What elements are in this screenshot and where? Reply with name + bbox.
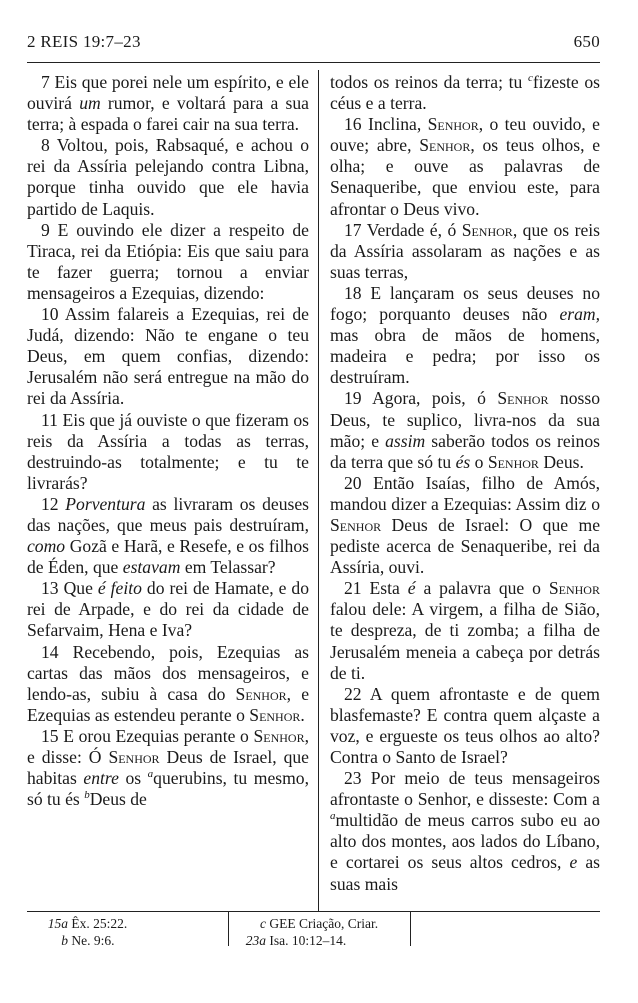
footnote-divider [228,912,229,946]
verse-text: Inclina, Senhor, o teu ouvido, e ouve; abre, Senhor, os teus olhos, e olha; e ouve as palavras de Senaqueribe, que enviou este, para afrontar o Deus vivo. [330,114,601,219]
verse [330,578,600,683]
footnote-text: Ne. 9:6. [68,933,115,948]
verse [27,410,309,494]
verse-number: 18 [344,282,362,303]
footnote-ref: 23a [245,933,266,948]
verse-number: 11 [41,409,58,430]
verse [27,726,309,810]
verse-text: E ouvindo ele dizer a respeito de Tiraca, rei da Etiópia: Eis que saiu para te fazer guerra; tornou a enviar mensageiros a Ezequias, dizendo: [27,219,309,303]
verse-number: 14 [41,641,59,662]
verse [330,473,600,578]
verse-text: Por meio de teus mensageiros afrontaste o Senhor, e disseste: Com a $^a$multidão de meus carros subo eu ao alto dos montes, aos lados do Líbano, e cortarei os seus altos cedros, e as suas mais [330,768,600,894]
verse-number: 21 [344,578,362,599]
footnote-rule [27,911,600,912]
verse-text: todos os reinos da terra; tu $^c$fizeste os céus e a terra. [330,72,601,114]
verse-text: Assim falareis a Ezequias, rei de Judá, dizendo: Não te engane o teu Deus, em quem confias, dizendo: Jerusalém não será entregue na mão do rei da Assíria. [27,304,309,409]
verse-text: Verdade é, ó Senhor, que os reis da Assíria assolaram as nações e as suas terras, [330,219,600,282]
footnote-text: Isa. 10:12–14. [266,933,347,948]
footnote-ref: b [61,933,68,948]
verse [330,283,600,388]
verse [330,220,600,283]
column-divider [318,70,319,911]
left-text-column [27,72,309,810]
verse-number: 16 [344,114,362,135]
footnote [240,915,378,932]
verse [330,684,600,768]
right-text-column [330,72,600,895]
footnote-ref: 15a [47,916,68,931]
header-rule [27,62,600,63]
footnote [240,932,378,949]
verse [27,135,309,219]
verse-number: 7 [41,72,50,92]
verse [27,304,309,409]
verse [27,72,309,135]
footnote-text: Êx. 25:22. [68,916,128,931]
verse [330,114,600,219]
verse-text: Que é feito do rei de Hamate, e do rei de Arpade, e do rei da cidade de Sefarvaim, Hena e Iva? [27,578,310,641]
verse-number: 23 [344,768,362,789]
verse-text: Voltou, pois, Rabsaqué, e achou o rei da Assíria pelejando contra Libna, porque tinha ouvido que ele havia partido de Laquis. [27,135,309,219]
verse [330,388,600,472]
verse-number: 17 [344,219,362,240]
verse-number: 13 [41,578,59,599]
verse-number: 22 [344,683,362,704]
verse [27,578,309,641]
running-header [27,32,600,58]
verse-number: 12 [41,493,59,514]
verse-number: 20 [344,472,362,493]
verse-text: Eis que já ouviste o que fizeram os reis da Assíria a todas as terras, destruindo-as totalmente; e tu te livrarás? [27,409,309,493]
book-reference: 2 REIS 19:7–23 [27,32,141,51]
footnote [42,915,127,932]
footnote [42,932,127,949]
footnote-divider [410,912,411,946]
verse-text: Porventura as livraram os deuses das nações, que meus pais destruíram, como Gozã e Harã, e Resefe, e os filhos de Éden, que estavam em Telassar? [27,493,309,578]
verse-text: A quem afrontaste e de quem blasfemaste? E contra quem alçaste a voz, e ergueste os teus olhos ao alto? Contra o Santo de Israel? [330,683,600,767]
verse [330,72,600,114]
verse-text: E lançaram os seus deuses no fogo; porquanto deuses não eram, mas obra de mãos de homens, madeira e pedra; por isso os destruíram. [330,282,600,388]
verse [27,494,309,578]
footnote-text: GEE Criação, Criar. [266,916,379,931]
verse-number: 15 [41,725,59,746]
footnote-ref: c [260,916,266,931]
verse-number: 10 [41,304,59,325]
verse-text: E orou Ezequias perante o Senhor, e disse: Ó Senhor Deus de Israel, que habitas entre os $^a$querubins, tu mesmo, só tu és $^b$Deus de [27,725,309,810]
footnotes-column-2 [240,915,378,949]
verse-text: Então Isaías, filho de Amós, mandou dizer a Ezequias: Assim diz o Senhor Deus de Israel: O que me pediste acerca de Senaqueribe, rei da Assíria, ouvi. [330,472,600,578]
verse-number: 19 [344,388,362,409]
verse-number: 9 [41,219,50,240]
page-number: 650 [573,32,600,51]
footnotes-column-1 [42,915,127,949]
verse-text: Eis que porei nele um espírito, e ele ouvirá um rumor, e voltará para a sua terra; à espada o farei cair na sua terra. [27,72,309,135]
verse-text: Recebendo, pois, Ezequias as cartas das mãos dos mensageiros, e lendo-as, subiu à casa do Senhor, e Ezequias as estendeu perante o Senhor. [27,641,310,725]
verse [27,220,309,304]
verse [27,642,309,726]
verse-text: Esta é a palavra que o Senhor falou dele: A virgem, a filha de Sião, te despreza, de ti zomba; a filha de Jerusalém meneia a cabeça por detrás de ti. [330,578,600,683]
verse-number: 8 [41,135,50,156]
verse [330,768,600,895]
verse-text: Agora, pois, ó Senhor nosso Deus, te suplico, livra-nos da sua mão; e assim saberão todos os reinos da terra que só tu és o Senhor Deus. [330,388,600,472]
